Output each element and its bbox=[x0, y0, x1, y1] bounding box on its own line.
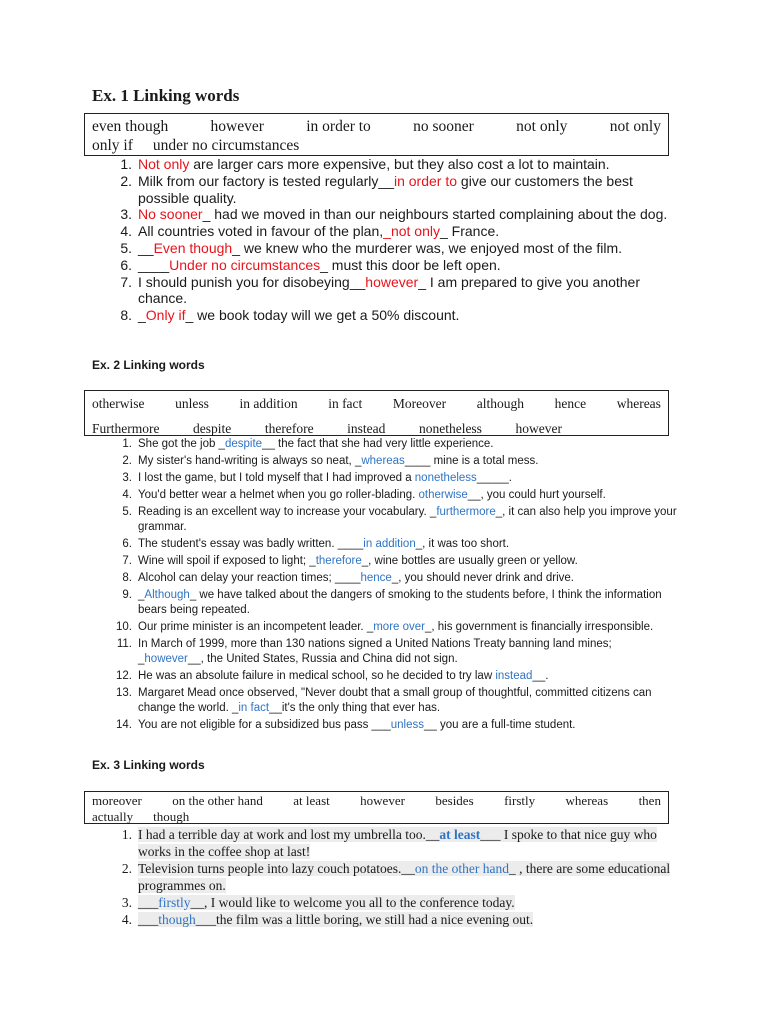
item-text bbox=[138, 638, 612, 665]
item-text-before: I lost the game, but I told myself that I had improved a bbox=[138, 472, 415, 484]
word-chip: not only bbox=[609, 118, 661, 135]
word-chip: even though bbox=[92, 118, 169, 135]
word-chip: in addition bbox=[239, 396, 298, 411]
item-number: 3. bbox=[121, 895, 132, 910]
ex3-word-row-1 bbox=[92, 793, 661, 809]
answer-text: however bbox=[365, 273, 419, 290]
answer-text: Although bbox=[144, 589, 190, 601]
item-text-after: ___the film was a little boring, we still had a nice evening out. bbox=[195, 912, 534, 927]
item-text-after: are larger cars more expensive, but they also cost a lot to maintain. bbox=[189, 156, 610, 172]
item-text bbox=[138, 589, 662, 616]
item-text-before: Television turns people into lazy couch potatoes.__ bbox=[138, 861, 415, 876]
item-text-after: __, the United States, Russia and China did not sign. bbox=[187, 653, 458, 665]
exercise-item bbox=[121, 826, 678, 860]
ex3-word-row-2 bbox=[92, 809, 661, 825]
word-chip: however bbox=[360, 793, 405, 808]
item-number: 8. bbox=[122, 572, 132, 584]
word-chip: however bbox=[515, 421, 562, 436]
item-text bbox=[138, 173, 633, 206]
item-text-before: You'd better wear a helmet when you go roller-blading. bbox=[138, 489, 419, 501]
item-text bbox=[138, 206, 667, 222]
word-chip: hence bbox=[554, 396, 587, 411]
item-number: 6. bbox=[120, 256, 132, 273]
item-text bbox=[138, 472, 512, 484]
answer-text: in addition bbox=[363, 538, 416, 550]
item-text bbox=[138, 223, 499, 239]
exercise-item bbox=[121, 911, 678, 928]
item-text-before: The student's essay was badly written. ____ bbox=[138, 538, 364, 550]
item-text bbox=[138, 307, 459, 323]
ex2-word-box bbox=[84, 390, 669, 436]
exercise-item bbox=[122, 471, 678, 486]
item-text-before: He was an absolute failure in medical school, so he decided to try law bbox=[138, 670, 496, 682]
item-number: 5. bbox=[120, 239, 132, 256]
item-text-after: give our customers the best possible quality. bbox=[138, 172, 633, 206]
word-chip: moreover bbox=[92, 793, 142, 808]
item-text bbox=[138, 156, 610, 172]
item-number: 4. bbox=[120, 223, 132, 240]
item-text-after: _ must this door be left open. bbox=[320, 256, 501, 273]
item-text-before: My sister's hand-writing is always so neat, _ bbox=[138, 455, 362, 467]
word-chip: under no circumstances bbox=[152, 137, 300, 154]
ex1-list bbox=[120, 156, 678, 324]
item-number: 1. bbox=[121, 827, 132, 842]
item-text-before: __ bbox=[138, 239, 154, 256]
exercise-item bbox=[122, 588, 678, 618]
item-text bbox=[138, 538, 509, 550]
item-number: 7. bbox=[120, 273, 132, 290]
item-number: 14. bbox=[116, 719, 132, 731]
item-text-after: _, his government is financially irresponsible. bbox=[425, 621, 654, 633]
item-number: 1. bbox=[120, 156, 132, 172]
item-text bbox=[138, 670, 548, 682]
item-text-after: __, you could hurt yourself. bbox=[467, 489, 606, 501]
exercise-item bbox=[120, 239, 678, 257]
answer-text: whereas bbox=[361, 455, 405, 467]
word-chip: on the other hand bbox=[172, 793, 263, 808]
word-chip: though bbox=[153, 809, 190, 824]
answer-text: despite bbox=[224, 438, 263, 450]
item-text-after: _ had we moved in than our neighbours started complaining about the dog. bbox=[202, 206, 668, 223]
answer-text: unless bbox=[390, 719, 424, 731]
word-chip: despite bbox=[193, 421, 232, 436]
item-text-before: Reading is an excellent way to increase your vocabulary. _ bbox=[138, 506, 437, 518]
item-number: 8. bbox=[120, 307, 132, 324]
item-text-after: _ I am prepared to give you another chance. bbox=[138, 273, 641, 307]
answer-text: nonetheless bbox=[414, 472, 477, 484]
item-text-after: __ you are a full-time student. bbox=[424, 719, 576, 731]
item-text-after: _, it can also help you improve your grammar. bbox=[138, 506, 677, 533]
item-text bbox=[138, 455, 538, 467]
item-text-before: _ bbox=[138, 589, 145, 601]
item-text bbox=[138, 719, 576, 731]
exercise-item bbox=[121, 860, 678, 894]
item-text bbox=[138, 687, 652, 714]
answer-text: therefore bbox=[315, 555, 362, 567]
exercise-item bbox=[122, 454, 678, 469]
item-text-before: ___ bbox=[138, 912, 159, 927]
item-text-after: __, I would like to welcome you all to the conference today. bbox=[190, 895, 515, 910]
word-chip: although bbox=[476, 396, 524, 411]
exercise-item bbox=[120, 172, 678, 207]
item-text-after: _, it was too short. bbox=[415, 538, 510, 550]
word-chip: whereas bbox=[565, 793, 609, 808]
item-text-after: _ we book today will we get a 50% discount. bbox=[185, 307, 460, 324]
item-text bbox=[138, 912, 533, 927]
answer-text: firstly bbox=[158, 895, 191, 910]
item-number: 2. bbox=[120, 172, 132, 189]
item-text-before: Our prime minister is an incompetent leader. _ bbox=[138, 621, 374, 633]
answer-text: furthermore bbox=[436, 506, 496, 518]
ex1-word-row-1 bbox=[92, 117, 661, 136]
item-number: 4. bbox=[122, 489, 132, 501]
exercise-item bbox=[122, 554, 678, 569]
answer-text: however bbox=[144, 653, 188, 665]
ex3-word-box bbox=[84, 791, 669, 824]
answer-text: No sooner bbox=[138, 206, 203, 223]
item-text-before: ____ bbox=[138, 256, 170, 273]
exercise-item bbox=[120, 206, 678, 223]
item-text-before: Margaret Mead once observed, "Never doubt that a small group of thoughtful, committed citizens can change the world. _ bbox=[138, 687, 652, 714]
exercise-item bbox=[122, 437, 678, 452]
word-chip: at least bbox=[293, 793, 330, 808]
ex2-title: Ex. 2 Linking words bbox=[92, 358, 205, 372]
ex1-word-row-2 bbox=[92, 136, 661, 155]
word-chip: besides bbox=[435, 793, 474, 808]
item-number: 4. bbox=[121, 912, 132, 927]
item-number: 9. bbox=[122, 589, 132, 601]
word-chip: not only bbox=[516, 118, 568, 135]
item-number: 2. bbox=[122, 455, 132, 467]
exercise-item bbox=[122, 537, 678, 552]
item-text-after: _, wine bottles are usually green or yellow. bbox=[361, 555, 578, 567]
item-text-before: Wine will spoil if exposed to light; _ bbox=[138, 555, 316, 567]
item-text bbox=[138, 827, 657, 859]
item-text-before: She got the job _ bbox=[138, 438, 225, 450]
answer-text: instead bbox=[495, 670, 533, 682]
answer-text: Under no circumstances bbox=[169, 256, 321, 273]
item-text-after: _ we knew who the murderer was, we enjoyed most of the film. bbox=[232, 239, 623, 256]
item-text-after: __it's the only thing that ever has. bbox=[269, 702, 441, 714]
answer-text: Even though bbox=[153, 239, 233, 256]
item-text-before: You are not eligible for a subsidized bus pass ___ bbox=[138, 719, 391, 731]
word-chip: in fact bbox=[328, 396, 363, 411]
answer-text: Not only bbox=[138, 156, 190, 172]
word-chip: otherwise bbox=[92, 396, 145, 411]
exercise-item bbox=[122, 571, 678, 586]
answer-text: in order to bbox=[393, 172, 458, 189]
item-text-before: Milk from our factory is tested regularly__ bbox=[138, 172, 394, 189]
item-number: 3. bbox=[120, 206, 132, 223]
word-chip: instead bbox=[347, 421, 386, 436]
item-text bbox=[138, 621, 653, 633]
exercise-item bbox=[120, 156, 678, 173]
item-text-after: _____. bbox=[476, 472, 512, 484]
item-number: 12. bbox=[116, 670, 132, 682]
word-chip: no sooner bbox=[413, 118, 474, 135]
answer-text: _not only bbox=[383, 223, 440, 240]
item-text bbox=[138, 240, 622, 256]
exercise-item bbox=[116, 718, 678, 733]
exercise-item bbox=[121, 894, 678, 911]
ex2-list bbox=[116, 437, 678, 735]
answer-text: though bbox=[158, 912, 196, 927]
item-number: 7. bbox=[122, 555, 132, 567]
item-text bbox=[138, 506, 677, 533]
item-text bbox=[138, 861, 670, 893]
item-number: 10. bbox=[116, 621, 132, 633]
answer-text: on the other hand bbox=[414, 861, 509, 876]
word-chip: actually bbox=[92, 809, 134, 824]
item-text bbox=[138, 489, 606, 501]
item-text bbox=[138, 274, 640, 307]
exercise-item bbox=[120, 307, 678, 324]
item-number: 11. bbox=[116, 638, 132, 650]
ex3-list bbox=[121, 826, 678, 928]
word-chip: nonetheless bbox=[418, 421, 482, 436]
word-chip: only if bbox=[92, 137, 133, 154]
answer-text: in fact bbox=[238, 702, 270, 714]
word-chip: Furthermore bbox=[92, 421, 160, 436]
item-text-after: _, you should never drink and drive. bbox=[391, 572, 575, 584]
exercise-item bbox=[116, 669, 678, 684]
item-text bbox=[138, 895, 515, 910]
exercise-item bbox=[122, 488, 678, 503]
item-text-after: _ France. bbox=[439, 223, 500, 240]
word-chip: then bbox=[638, 793, 661, 808]
answer-text: more over bbox=[373, 621, 425, 633]
answer-text: hence bbox=[360, 572, 392, 584]
item-text bbox=[138, 555, 578, 567]
exercise-item bbox=[116, 637, 678, 667]
item-text-after: __ the fact that she had very little experience. bbox=[262, 438, 494, 450]
word-chip: therefore bbox=[264, 421, 314, 436]
item-number: 6. bbox=[122, 538, 132, 550]
item-text-after: ___ I spoke to that nice guy who works in the coffee shop at last! bbox=[138, 827, 657, 859]
item-text-after: _ we have talked about the dangers of smoking to the students before, I think the information bears being repeated. bbox=[138, 589, 662, 616]
ex2-word-row-1 bbox=[92, 391, 661, 416]
item-number: 2. bbox=[121, 861, 132, 876]
item-text bbox=[138, 257, 501, 273]
item-text-after: ____ mine is a total mess. bbox=[404, 455, 539, 467]
item-text-before: All countries voted in favour of the plan, bbox=[138, 223, 384, 240]
item-text-after: _ , there are some educational programmes on. bbox=[138, 861, 671, 893]
ex1-title: Ex. 1 Linking words bbox=[92, 86, 240, 105]
ex3-title: Ex. 3 Linking words bbox=[92, 758, 205, 772]
item-text-before: In March of 1999, more than 130 nations signed a United Nations Treaty banning land mines; _ bbox=[138, 638, 612, 665]
item-text bbox=[138, 572, 574, 584]
item-number: 13. bbox=[116, 687, 132, 699]
word-chip: whereas bbox=[616, 396, 661, 411]
word-chip: firstly bbox=[504, 793, 536, 808]
exercise-item bbox=[120, 256, 678, 274]
item-text-before: I should punish you for disobeying__ bbox=[138, 273, 366, 290]
item-text-after: __. bbox=[532, 670, 549, 682]
answer-text: otherwise bbox=[418, 489, 468, 501]
word-chip: however bbox=[210, 118, 264, 135]
item-number: 1. bbox=[122, 438, 132, 450]
exercise-item bbox=[120, 273, 678, 308]
item-text-before: _ bbox=[138, 307, 146, 324]
answer-text: at least bbox=[439, 827, 481, 842]
word-chip: in order to bbox=[306, 118, 371, 135]
exercise-item bbox=[122, 505, 678, 535]
item-text bbox=[138, 438, 493, 450]
exercise-item bbox=[116, 686, 678, 716]
answer-text: Only if bbox=[145, 307, 186, 324]
item-text-before: Alcohol can delay your reaction times; ____ bbox=[138, 572, 361, 584]
word-chip: Moreover bbox=[392, 396, 447, 411]
ex1-word-box bbox=[84, 113, 669, 156]
exercise-item bbox=[120, 223, 678, 240]
exercise-item bbox=[116, 620, 678, 635]
item-text-before: ___ bbox=[138, 895, 159, 910]
item-number: 3. bbox=[122, 472, 132, 484]
item-number: 5. bbox=[122, 506, 132, 518]
item-text-before: I had a terrible day at work and lost my umbrella too.__ bbox=[138, 827, 440, 842]
word-chip: unless bbox=[175, 396, 209, 411]
